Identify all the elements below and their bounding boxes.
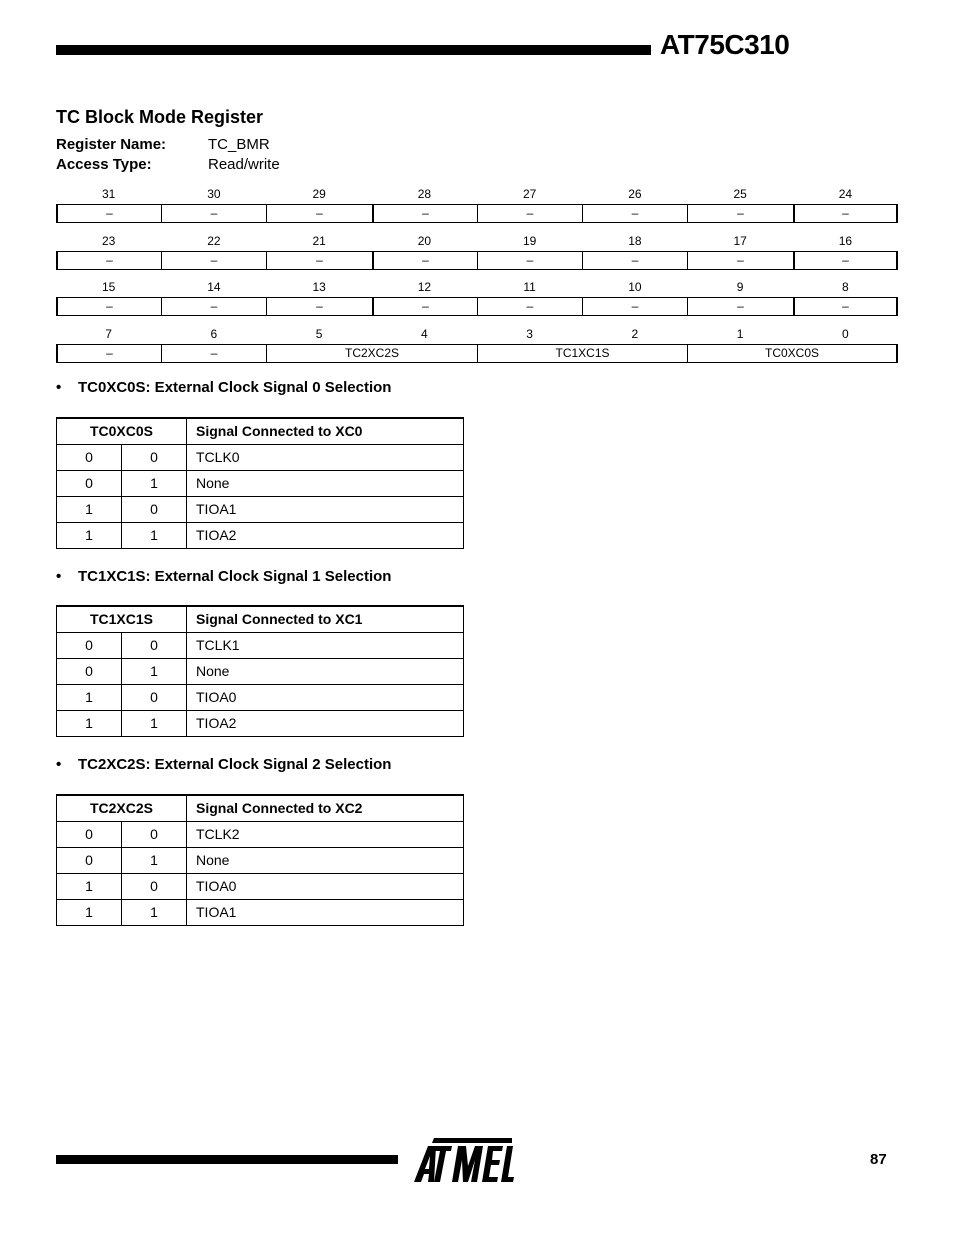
document-title: AT75C310: [660, 29, 790, 60]
bit-number: 28: [417, 187, 432, 201]
table-row: [57, 470, 464, 496]
register-name-value: TC_BMR: [208, 136, 270, 153]
register-field-row: [56, 344, 898, 363]
selection-table-xc2: [56, 794, 464, 926]
table-cell: 0: [122, 444, 187, 470]
table-row: [57, 710, 464, 736]
bit-number: 3: [526, 327, 533, 341]
table-cell: 0: [122, 684, 187, 710]
table-row: [57, 496, 464, 522]
register-field: –: [582, 205, 687, 222]
bit-number: 31: [101, 187, 116, 201]
heading-text: TC0XC0S: External Clock Signal 0 Selection: [78, 379, 392, 396]
table-row: [57, 847, 464, 873]
bit-number: 10: [628, 280, 642, 294]
register-field: –: [161, 298, 266, 315]
table-cell: None: [187, 470, 464, 496]
register-field: –: [582, 298, 687, 315]
register-field: –: [582, 252, 687, 269]
table-cell: 0: [57, 444, 122, 470]
register-field: –: [161, 205, 266, 222]
bit-number: 14: [207, 280, 221, 294]
table-header-row: [57, 418, 464, 444]
bit-number: 30: [207, 187, 221, 201]
table-cell: 1: [57, 496, 122, 522]
bit-number: 0: [842, 327, 849, 341]
column-header: TC0XC0S: [57, 418, 187, 444]
bullet-icon: •: [56, 756, 62, 773]
table-row: [57, 632, 464, 658]
bit-number: 24: [838, 187, 853, 201]
bit-number: 20: [417, 234, 432, 248]
bit-number: 9: [736, 280, 744, 294]
bit-number: 5: [315, 327, 323, 341]
section-title: TC Block Mode Register: [56, 107, 264, 127]
bit-number: 4: [421, 327, 428, 341]
column-header: Signal Connected to XC0: [187, 418, 464, 444]
table-cell: 0: [57, 632, 122, 658]
table-cell: 1: [122, 847, 187, 873]
table-row: [57, 684, 464, 710]
register-name-label: Register Name:: [56, 136, 167, 153]
column-header: TC1XC1S: [57, 606, 187, 632]
column-header: TC2XC2S: [57, 795, 187, 821]
register-field: –: [56, 252, 161, 269]
register-field-tc1xc1s: TC1XC1S: [477, 345, 687, 362]
register-field: –: [56, 298, 161, 315]
bit-number: 23: [101, 234, 116, 248]
register-field: –: [687, 252, 793, 269]
selection-table-xc1: [56, 605, 464, 737]
register-field: –: [687, 205, 793, 222]
header-rule: [56, 45, 651, 55]
table-cell: TIOA1: [187, 496, 464, 522]
bit-number: 22: [207, 234, 221, 248]
register-field: –: [266, 298, 372, 315]
table-cell: TIOA0: [187, 873, 464, 899]
bit-number: 11: [523, 280, 536, 294]
register-field: –: [477, 298, 582, 315]
table-cell: 1: [57, 899, 122, 925]
table-cell: 0: [57, 658, 122, 684]
bit-number-row: [56, 187, 898, 201]
footer-rule: [56, 1155, 398, 1164]
bit-number: 16: [838, 234, 853, 248]
table-row: [57, 522, 464, 548]
page-number: 87: [870, 1151, 887, 1168]
table-row: [57, 658, 464, 684]
register-field-row: [56, 204, 898, 223]
table-cell: 1: [122, 658, 187, 684]
register-field-row: [56, 251, 898, 270]
table-cell: 0: [122, 632, 187, 658]
table-cell: None: [187, 847, 464, 873]
table-cell: 0: [122, 496, 187, 522]
bit-number: 29: [312, 187, 326, 201]
bit-number: 18: [628, 234, 642, 248]
table-row: [57, 899, 464, 925]
register-field: –: [161, 345, 266, 362]
table-cell: 1: [122, 522, 187, 548]
bit-number: 25: [733, 187, 747, 201]
table-cell: 1: [122, 470, 187, 496]
bit-number: 27: [522, 187, 537, 201]
table-cell: 1: [122, 899, 187, 925]
bit-number: 8: [842, 280, 849, 294]
register-field: –: [372, 298, 477, 315]
bullet-icon: •: [56, 568, 62, 585]
bit-number-row: [56, 327, 898, 341]
table-cell: TIOA1: [187, 899, 464, 925]
heading-text: TC2XC2S: External Clock Signal 2 Selection: [78, 756, 392, 773]
table-header-row: [57, 795, 464, 821]
bullet-icon: •: [56, 379, 62, 396]
table-cell: TCLK0: [187, 444, 464, 470]
bit-number-row: [56, 280, 898, 294]
atmel-logo-icon: [412, 1136, 514, 1191]
bit-number: 12: [417, 280, 432, 294]
table-header-row: [57, 606, 464, 632]
table-cell: 0: [122, 821, 187, 847]
register-field: –: [793, 298, 898, 315]
table-cell: 1: [57, 710, 122, 736]
table-cell: TIOA0: [187, 684, 464, 710]
register-field: –: [266, 205, 372, 222]
bit-number: 6: [210, 327, 218, 341]
register-field: –: [161, 252, 266, 269]
bit-number-row: [56, 234, 898, 248]
heading-text: TC1XC1S: External Clock Signal 1 Selection: [78, 568, 392, 585]
register-field: –: [372, 252, 477, 269]
register-field: –: [687, 298, 793, 315]
table-cell: 1: [122, 710, 187, 736]
register-field: –: [793, 252, 898, 269]
register-field: –: [477, 252, 582, 269]
access-type-label: Access Type:: [56, 156, 152, 173]
table-cell: TCLK2: [187, 821, 464, 847]
column-header: Signal Connected to XC2: [187, 795, 464, 821]
table-row: [57, 821, 464, 847]
table-cell: TIOA2: [187, 522, 464, 548]
register-field: –: [477, 205, 582, 222]
table-cell: None: [187, 658, 464, 684]
table-row: [57, 873, 464, 899]
bit-number: 7: [105, 327, 112, 341]
table-cell: TIOA2: [187, 710, 464, 736]
bit-number: 15: [101, 280, 116, 294]
table-cell: 0: [57, 821, 122, 847]
bit-number: 17: [733, 234, 747, 248]
register-field: –: [56, 345, 161, 362]
access-type-value: Read/write: [208, 156, 280, 173]
table-cell: 1: [57, 522, 122, 548]
register-field-tc0xc0s: TC0XC0S: [687, 345, 898, 362]
table-cell: TCLK1: [187, 632, 464, 658]
register-field: –: [266, 252, 372, 269]
column-header: Signal Connected to XC1: [187, 606, 464, 632]
table-cell: 1: [57, 873, 122, 899]
table-cell: 0: [122, 873, 187, 899]
bit-number: 2: [631, 327, 639, 341]
table-row: [57, 444, 464, 470]
register-field: –: [372, 205, 477, 222]
table-cell: 0: [57, 847, 122, 873]
register-field: –: [793, 205, 898, 222]
table-cell: 1: [57, 684, 122, 710]
bit-number: 21: [312, 234, 326, 248]
register-field: –: [56, 205, 161, 222]
bit-number: 26: [628, 187, 642, 201]
bit-number: 13: [312, 280, 326, 294]
bit-number: 19: [522, 234, 537, 248]
table-cell: 0: [57, 470, 122, 496]
register-field-tc2xc2s: TC2XC2S: [266, 345, 477, 362]
selection-table-xc0: [56, 417, 464, 549]
register-field-row: [56, 297, 898, 316]
bit-number: 1: [736, 327, 744, 341]
